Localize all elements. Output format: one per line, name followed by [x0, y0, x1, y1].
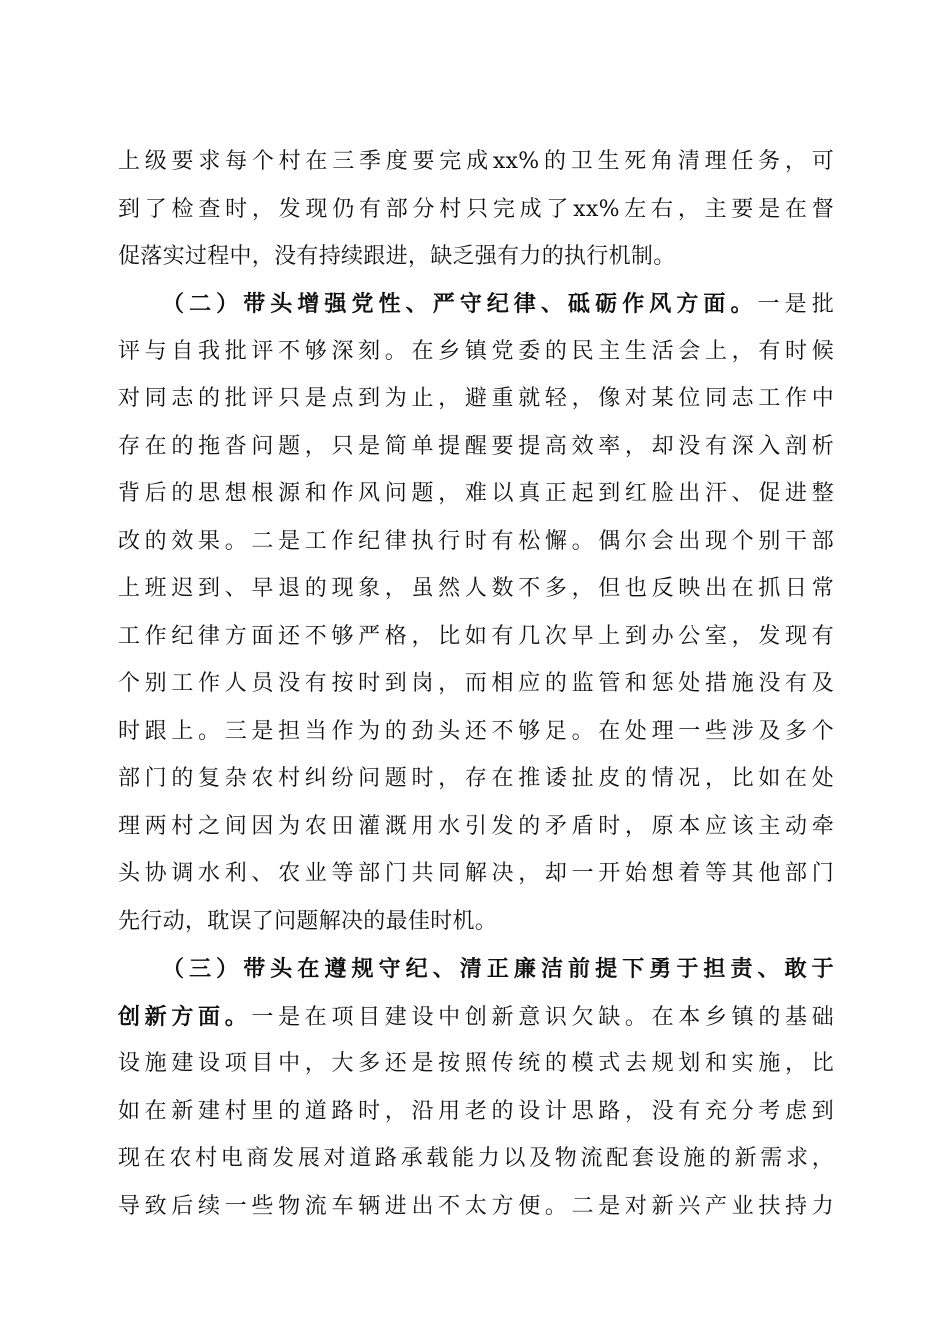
text-line: 存在的拖沓问题，只是简单提醒要提高效率，却没有深入剖析: [118, 434, 834, 459]
section-heading-line: 创新方面。一是在项目建设中创新意识欠缺。在本乡镇的基础: [118, 1004, 834, 1030]
text-line: 个别工作人员没有按时到岗，而相应的监管和惩处措施没有及: [118, 671, 834, 696]
text-line: 设施建设项目中，大多还是按照传统的模式去规划和实施，比: [118, 1051, 834, 1076]
section-heading-line: [162, 951, 834, 987]
text-line: 促落实过程中，没有持续跟进，缺乏强有力的执行机制。: [118, 244, 676, 269]
text-line: 导致后续一些物流车辆进出不太方便。二是对新兴产业扶持力: [118, 1194, 834, 1219]
text-line: 改的效果。二是工作纪律执行时有松懈。偶尔会出现个别干部: [118, 529, 834, 554]
text-line: 理两村之间因为农田灌溉用水引发的矛盾时，原本应该主动牵: [118, 814, 834, 839]
text-line: 到了检查时，发现仍有部分村只完成了xx%左右，主要是在督: [118, 197, 834, 222]
section-heading-line: （二）带头增强党性、严守纪律、砥砺作风方面。一是批: [162, 291, 834, 317]
text-line: 头协调水利、农业等部门共同解决，却一开始想着等其他部门: [118, 861, 834, 886]
text-line: 上班迟到、早退的现象，虽然人数不多，但也反映出在抓日常: [118, 576, 834, 601]
text-line: 上级要求每个村在三季度要完成xx%的卫生死角清理任务，可: [118, 149, 834, 174]
text-line: 现在农村电商发展对道路承载能力以及物流配套设施的新需求，: [118, 1146, 834, 1171]
section-heading-3-cont: 创新方面。: [118, 1004, 252, 1030]
text-line: 对同志的批评只是点到为止，避重就轻，像对某位同志工作中: [118, 386, 834, 411]
text-line: 评与自我批评不够深刻。在乡镇党委的民主生活会上，有时候: [118, 339, 834, 364]
text-line: 如在新建村里的道路时，沿用老的设计思路，没有充分考虑到: [118, 1099, 834, 1124]
text-line: 工作纪律方面还不够严格，比如有几次早上到办公室，发现有: [118, 624, 834, 649]
section-heading-2: （二）带头增强党性、严守纪律、砥砺作风方面。: [162, 291, 758, 317]
text-line: 背后的思想根源和作风问题，难以真正起到红脸出汗、促进整: [118, 481, 834, 506]
section-heading-3: （三）带头在遵规守纪、清正廉洁前提下勇于担责、敢于: [162, 956, 834, 982]
text-line: 先行动，耽误了问题解决的最佳时机。: [118, 909, 498, 934]
text-line: 时跟上。三是担当作为的劲头还不够足。在处理一些涉及多个: [118, 719, 834, 744]
text-line: 部门的复杂农村纠纷问题时，存在推诿扯皮的情况，比如在处: [118, 766, 834, 791]
